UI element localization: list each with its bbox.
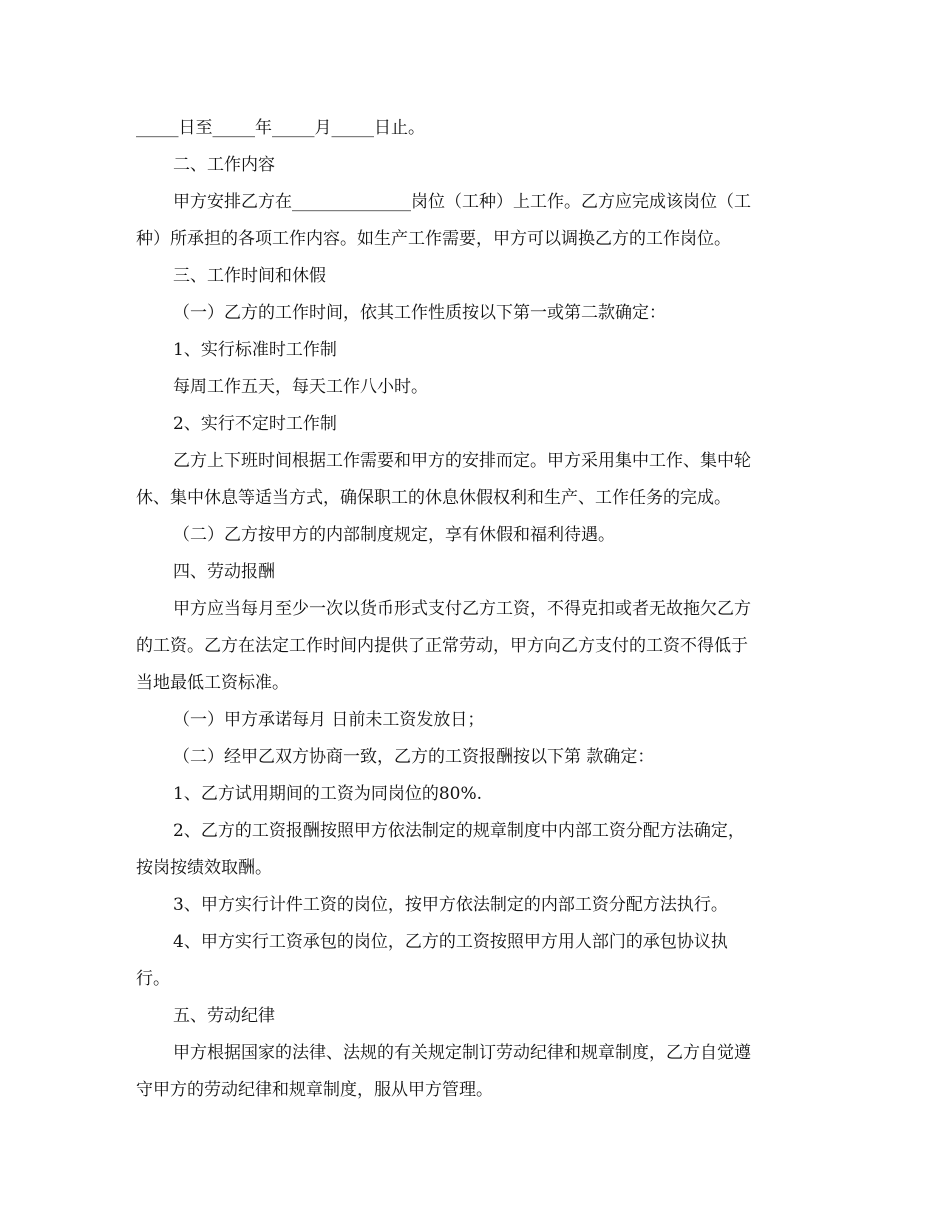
text-line: 当地最低工资标准。 xyxy=(136,673,289,693)
text-line: 甲方安排乙方在______________岗位（工种）上工作。乙方应完成该岗位（工 xyxy=(173,192,751,212)
text-line: 4、甲方实行工资承包的岗位，乙方的工资按照甲方用人部门的承包协议执 xyxy=(173,932,728,952)
text-line: 3、甲方实行计件工资的岗位，按甲方依法制定的内部工资分配方法执行。 xyxy=(173,895,728,915)
section-heading: 三、工作时间和休假 xyxy=(173,266,326,286)
text-line: 按岗按绩效取酬。 xyxy=(136,858,272,878)
text-line: 休、集中休息等适当方式，确保职工的休息休假权利和生产、工作任务的完成。 xyxy=(136,488,731,508)
text-line: 2、乙方的工资报酬按照甲方依法制定的规章制度中内部工资分配方法确定， xyxy=(173,821,745,841)
text-line: 守甲方的劳动纪律和规章制度，服从甲方管理。 xyxy=(136,1080,493,1100)
text-line: （二）乙方按甲方的内部制度规定，享有休假和福利待遇。 xyxy=(173,525,615,545)
text-line: 乙方上下班时间根据工作需要和甲方的安排而定。甲方采用集中工作、集中轮 xyxy=(173,451,751,471)
text-line: （一）乙方的工作时间，依其工作性质按以下第一或第二款确定： xyxy=(173,303,666,323)
text-line: _____日至_____年_____月_____日止。 xyxy=(136,118,425,138)
document-page xyxy=(136,110,814,1109)
text-line: 的工资。乙方在法定工作时间内提供了正常劳动，甲方向乙方支付的工资不得低于 xyxy=(136,636,748,656)
section-heading: 四、劳动报酬 xyxy=(173,562,275,582)
text-line: 1、实行标准时工作制 xyxy=(173,340,337,360)
text-line: 甲方应当每月至少一次以货币形式支付乙方工资，不得克扣或者无故拖欠乙方 xyxy=(173,599,751,619)
text-line: 行。 xyxy=(136,969,170,989)
section-heading: 五、劳动纪律 xyxy=(173,1006,275,1026)
text-line: 每周工作五天，每天工作八小时。 xyxy=(173,377,428,397)
text-line: 1、乙方试用期间的工资为同岗位的80%. xyxy=(173,784,483,804)
text-line: （一）甲方承诺每月 日前未工资发放日； xyxy=(173,710,485,730)
text-line: 2、实行不定时工作制 xyxy=(173,414,337,434)
text-line: 甲方根据国家的法律、法规的有关规定制订劳动纪律和规章制度，乙方自觉遵 xyxy=(173,1043,751,1063)
section-heading: 二、工作内容 xyxy=(173,155,275,175)
text-line: 种）所承担的各项工作内容。如生产工作需要，甲方可以调换乙方的工作岗位。 xyxy=(136,229,731,249)
text-line: （二）经甲乙双方协商一致，乙方的工资报酬按以下第 款确定： xyxy=(173,747,655,767)
